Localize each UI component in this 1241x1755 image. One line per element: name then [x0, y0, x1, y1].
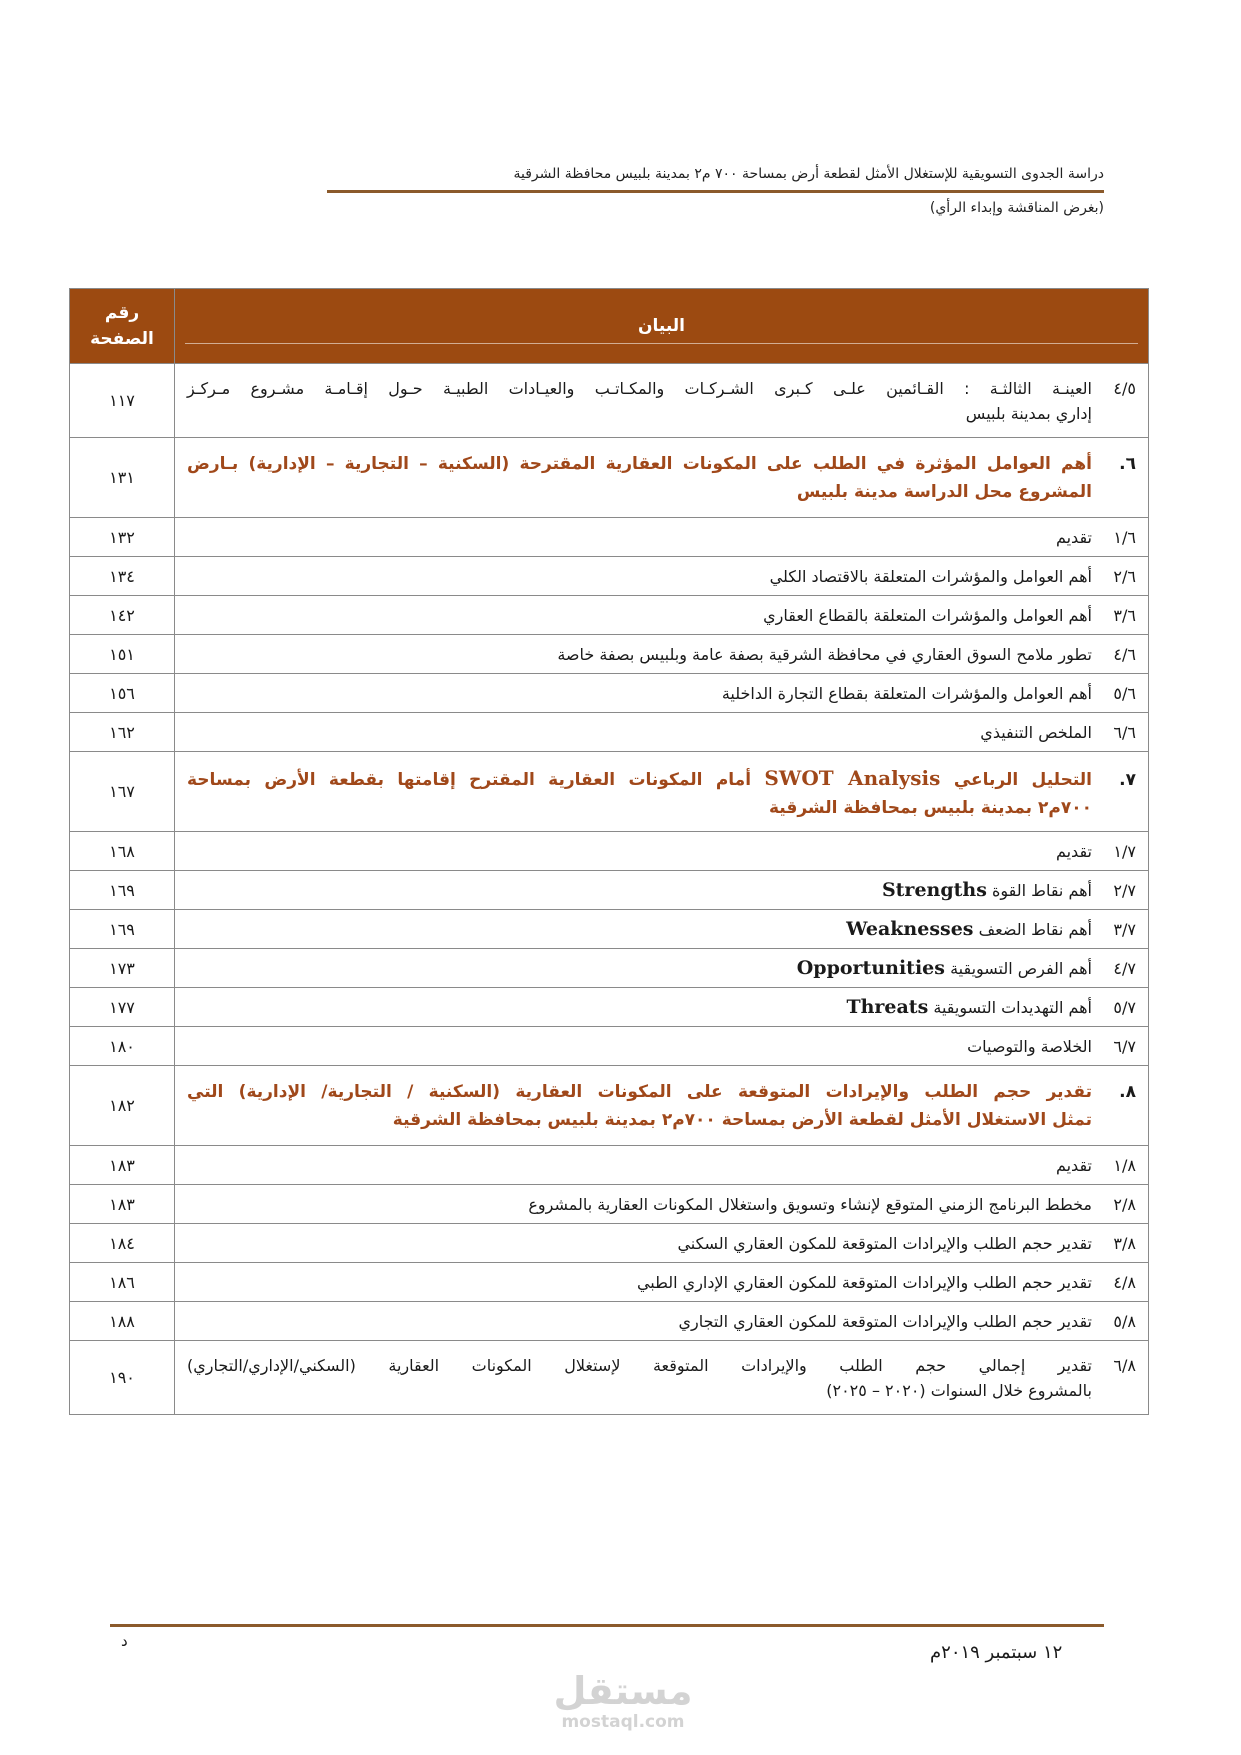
column-header-page — [70, 289, 175, 364]
column-header-page-line1: رقم — [104, 302, 140, 323]
entry-page-number: ١٤٢ — [70, 596, 175, 635]
section-title-line1 — [187, 766, 1092, 790]
table-row — [70, 596, 1149, 635]
table-row — [70, 635, 1149, 674]
entry-page-number: ١٥٦ — [70, 674, 175, 713]
section-title-line2: تمثل الاستغلال الأمثل لقطعة الأرض بمساحة ٧٠٠م٢ بمدينة بلبيس بمحافظة الشرقية — [392, 1109, 1092, 1130]
watermark-arabic: مستقل — [553, 1669, 693, 1713]
entry-code: ٤/٦ — [1113, 644, 1136, 664]
entry-page-number: ١٨٨ — [70, 1302, 175, 1341]
entry-code: ٤/٨ — [1113, 1272, 1136, 1292]
entry-text: أهم نقاط الضعف — [978, 920, 1092, 939]
table-row — [70, 1146, 1149, 1185]
entry-description — [175, 1224, 1149, 1263]
entry-text: تقدير حجم الطلب والإيرادات المتوقعة للمكون العقاري التجاري — [678, 1311, 1092, 1331]
entry-page-number: ١٨٣ — [70, 1185, 175, 1224]
table-row — [70, 674, 1149, 713]
entry-code: ٣/٧ — [1113, 920, 1136, 939]
entry-page-number: ١٥١ — [70, 635, 175, 674]
document-subtitle: (بغرض المناقشة وإبداء الرأي) — [929, 200, 1104, 216]
table-row — [70, 1185, 1149, 1224]
entry-text: أهم العوامل والمؤشرات المتعلقة بقطاع التجارة الداخلية — [721, 683, 1092, 703]
watermark — [548, 1669, 698, 1732]
swot-label: SWOT Analysis — [764, 765, 941, 790]
entry-code: ٦/٧ — [1113, 1036, 1136, 1056]
entry-page-number: ١٦٨ — [70, 832, 175, 871]
section-title-prefix: التحليل الرباعي — [953, 769, 1093, 790]
section-description — [175, 752, 1149, 832]
entry-page-number: ١٧٧ — [70, 988, 175, 1027]
section-page-number: ١٣١ — [70, 438, 175, 518]
entry-description — [175, 557, 1149, 596]
entry-text: أهم العوامل والمؤشرات المتعلقة بالقطاع العقاري — [763, 605, 1092, 625]
entry-page-number: ١٨٤ — [70, 1224, 175, 1263]
section-title-line1: أهم العوامل المؤثرة في الطلب على المكونات العقارية المقترحة (السكنية – التجارية – الإدارية) بـارض — [187, 453, 1092, 474]
entry-text: تقديم — [1055, 1155, 1092, 1175]
entry-description — [175, 832, 1149, 871]
section-page-number: ١٦٧ — [70, 752, 175, 832]
table-row-section — [70, 752, 1149, 832]
entry-description — [175, 674, 1149, 713]
entry-description — [175, 635, 1149, 674]
document-title: دراسة الجدوى التسويقية للإستغلال الأمثل لقطعة أرض بمساحة ٧٠٠ م٢ بمدينة بلبيس محافظة الشرقية — [513, 166, 1104, 182]
entry-page-number: ١٧٣ — [70, 949, 175, 988]
entry-description — [175, 1027, 1149, 1066]
entry-code: ٢/٨ — [1113, 1194, 1136, 1214]
section-title-line2: ٧٠٠م٢ بمدينة بلبيس بمحافظة الشرقية — [768, 797, 1092, 818]
table-row — [70, 557, 1149, 596]
watermark-latin: mostaql.com — [561, 1712, 685, 1732]
section-title-suffix: أمام المكونات العقارية المقترح إقامتها بقطعة الأرض بمساحة — [187, 769, 752, 790]
entry-english-term: Strengths — [881, 879, 987, 901]
entry-page-number: ١٦٩ — [70, 871, 175, 910]
column-header-description — [175, 289, 1149, 364]
entry-text: الملخص التنفيذي — [980, 722, 1092, 742]
table-row — [70, 518, 1149, 557]
entry-description — [175, 871, 1149, 910]
entry-text: تطور ملامح السوق العقاري في محافظة الشرقية بصفة عامة وبلبيس بصفة خاصة — [557, 644, 1092, 664]
entry-page-number: ١٣٢ — [70, 518, 175, 557]
table-row — [70, 871, 1149, 910]
entry-description — [175, 364, 1149, 438]
entry-description — [175, 1263, 1149, 1302]
footer-date: ١٢ سبتمبر ٢٠١٩م — [930, 1642, 1063, 1663]
table-row — [70, 910, 1149, 949]
entry-code: ٥/٧ — [1113, 998, 1136, 1017]
entry-description — [175, 713, 1149, 752]
entry-english-term: Weaknesses — [846, 918, 974, 940]
entry-page-number: ١٦٢ — [70, 713, 175, 752]
entry-text-line2: بالمشروع خلال السنوات (٢٠٢٠ – ٢٠٢٥) — [826, 1380, 1092, 1400]
entry-page-number: ١١٧ — [70, 364, 175, 438]
entry-text: تقدير حجم الطلب والإيرادات المتوقعة للمكون العقاري الإداري الطبي — [636, 1272, 1092, 1292]
entry-code: ١/٧ — [1113, 841, 1136, 861]
entry-code: ١/٦ — [1113, 527, 1136, 547]
entry-code: ٤/٥ — [1113, 378, 1136, 398]
table-row — [70, 1341, 1149, 1415]
entry-description — [175, 596, 1149, 635]
table-header-row — [70, 289, 1149, 364]
table-row — [70, 1224, 1149, 1263]
entry-code: ٦/٦ — [1113, 722, 1136, 742]
table-row-section — [70, 1066, 1149, 1146]
entry-text: الخلاصة والتوصيات — [967, 1036, 1092, 1056]
entry-code: ٢/٦ — [1113, 566, 1136, 586]
entry-description — [175, 1341, 1149, 1415]
entry-code: ٢/٧ — [1113, 881, 1136, 900]
footer-divider — [110, 1624, 1104, 1627]
table-row — [70, 1302, 1149, 1341]
entry-page-number: ١٨٦ — [70, 1263, 175, 1302]
entry-text: أهم التهديدات التسويقية — [933, 998, 1092, 1017]
table-row — [70, 988, 1149, 1027]
section-code: ٦. — [1119, 453, 1136, 474]
entry-code: ١/٨ — [1113, 1155, 1136, 1175]
section-title-line1: تقدير حجم الطلب والإيرادات المتوقعة على المكونات العقارية (السكنية / التجارية/ الإدارية) التي — [187, 1081, 1092, 1102]
section-description — [175, 1066, 1149, 1146]
entry-text: تقديم — [1055, 527, 1092, 547]
entry-description — [175, 988, 1149, 1027]
entry-text: مخطط البرنامج الزمني المتوقع لإنشاء وتسويق واستغلال المكونات العقارية بالمشروع — [528, 1194, 1092, 1214]
entry-text-line1: العينـة الثالثـة : القـائمين علـى كـبرى الشـركـات والمكـاتـب والعيـادات الطبيـة حـول إقـامـة مشـروع مـركـز — [187, 378, 1092, 398]
entry-page-number: ١٨٣ — [70, 1146, 175, 1185]
table-row — [70, 713, 1149, 752]
section-page-number: ١٨٢ — [70, 1066, 175, 1146]
table-row — [70, 1263, 1149, 1302]
entry-description — [175, 1302, 1149, 1341]
entry-code: ٥/٨ — [1113, 1311, 1136, 1331]
entry-text: أهم الفرص التسويقية — [950, 959, 1092, 978]
entry-text: تقدير حجم الطلب والإيرادات المتوقعة للمكون العقاري السكني — [677, 1233, 1092, 1253]
table-row — [70, 1027, 1149, 1066]
entry-page-number: ١٦٩ — [70, 910, 175, 949]
table-row-section — [70, 438, 1149, 518]
entry-page-number: ١٣٤ — [70, 557, 175, 596]
entry-english-term: Opportunities — [796, 957, 945, 979]
section-description — [175, 438, 1149, 518]
entry-text-line1: تقدير إجمالي حجم الطلب والإيرادات المتوقعة لإستغلال المكونات العقارية (السكني/الإداري/التجاري) — [187, 1355, 1092, 1375]
entry-description — [175, 518, 1149, 557]
entry-text-line2: إداري بمدينة بلبيس — [965, 403, 1092, 423]
section-code: ٧. — [1119, 769, 1136, 790]
entry-text: تقديم — [1055, 841, 1092, 861]
column-header-description-label: البيان — [638, 316, 685, 336]
entry-description — [175, 1185, 1149, 1224]
entry-description — [175, 910, 1149, 949]
entry-code: ٦/٨ — [1113, 1355, 1136, 1375]
table-row — [70, 832, 1149, 871]
column-header-page-line2: الصفحة — [90, 329, 154, 349]
entry-page-number: ١٨٠ — [70, 1027, 175, 1066]
entry-description — [175, 1146, 1149, 1185]
table-row — [70, 949, 1149, 988]
entry-code: ٥/٦ — [1113, 683, 1136, 703]
table-of-contents — [69, 288, 1149, 1415]
header-inner-rule — [185, 343, 1138, 344]
entry-text: أهم العوامل والمؤشرات المتعلقة بالاقتصاد الكلي — [769, 566, 1092, 586]
footer-page-letter: د — [121, 1632, 128, 1650]
entry-code: ٤/٧ — [1113, 959, 1136, 978]
header-divider — [327, 190, 1104, 193]
entry-description — [175, 949, 1149, 988]
entry-code: ٣/٦ — [1113, 605, 1136, 625]
entry-english-term: Threats — [846, 996, 929, 1018]
entry-page-number: ١٩٠ — [70, 1341, 175, 1415]
entry-text: أهم نقاط القوة — [992, 881, 1092, 900]
entry-code: ٣/٨ — [1113, 1233, 1136, 1253]
section-title-line2: المشروع محل الدراسة مدينة بلبيس — [796, 481, 1092, 502]
table-row — [70, 364, 1149, 438]
section-code: ٨. — [1119, 1081, 1136, 1102]
